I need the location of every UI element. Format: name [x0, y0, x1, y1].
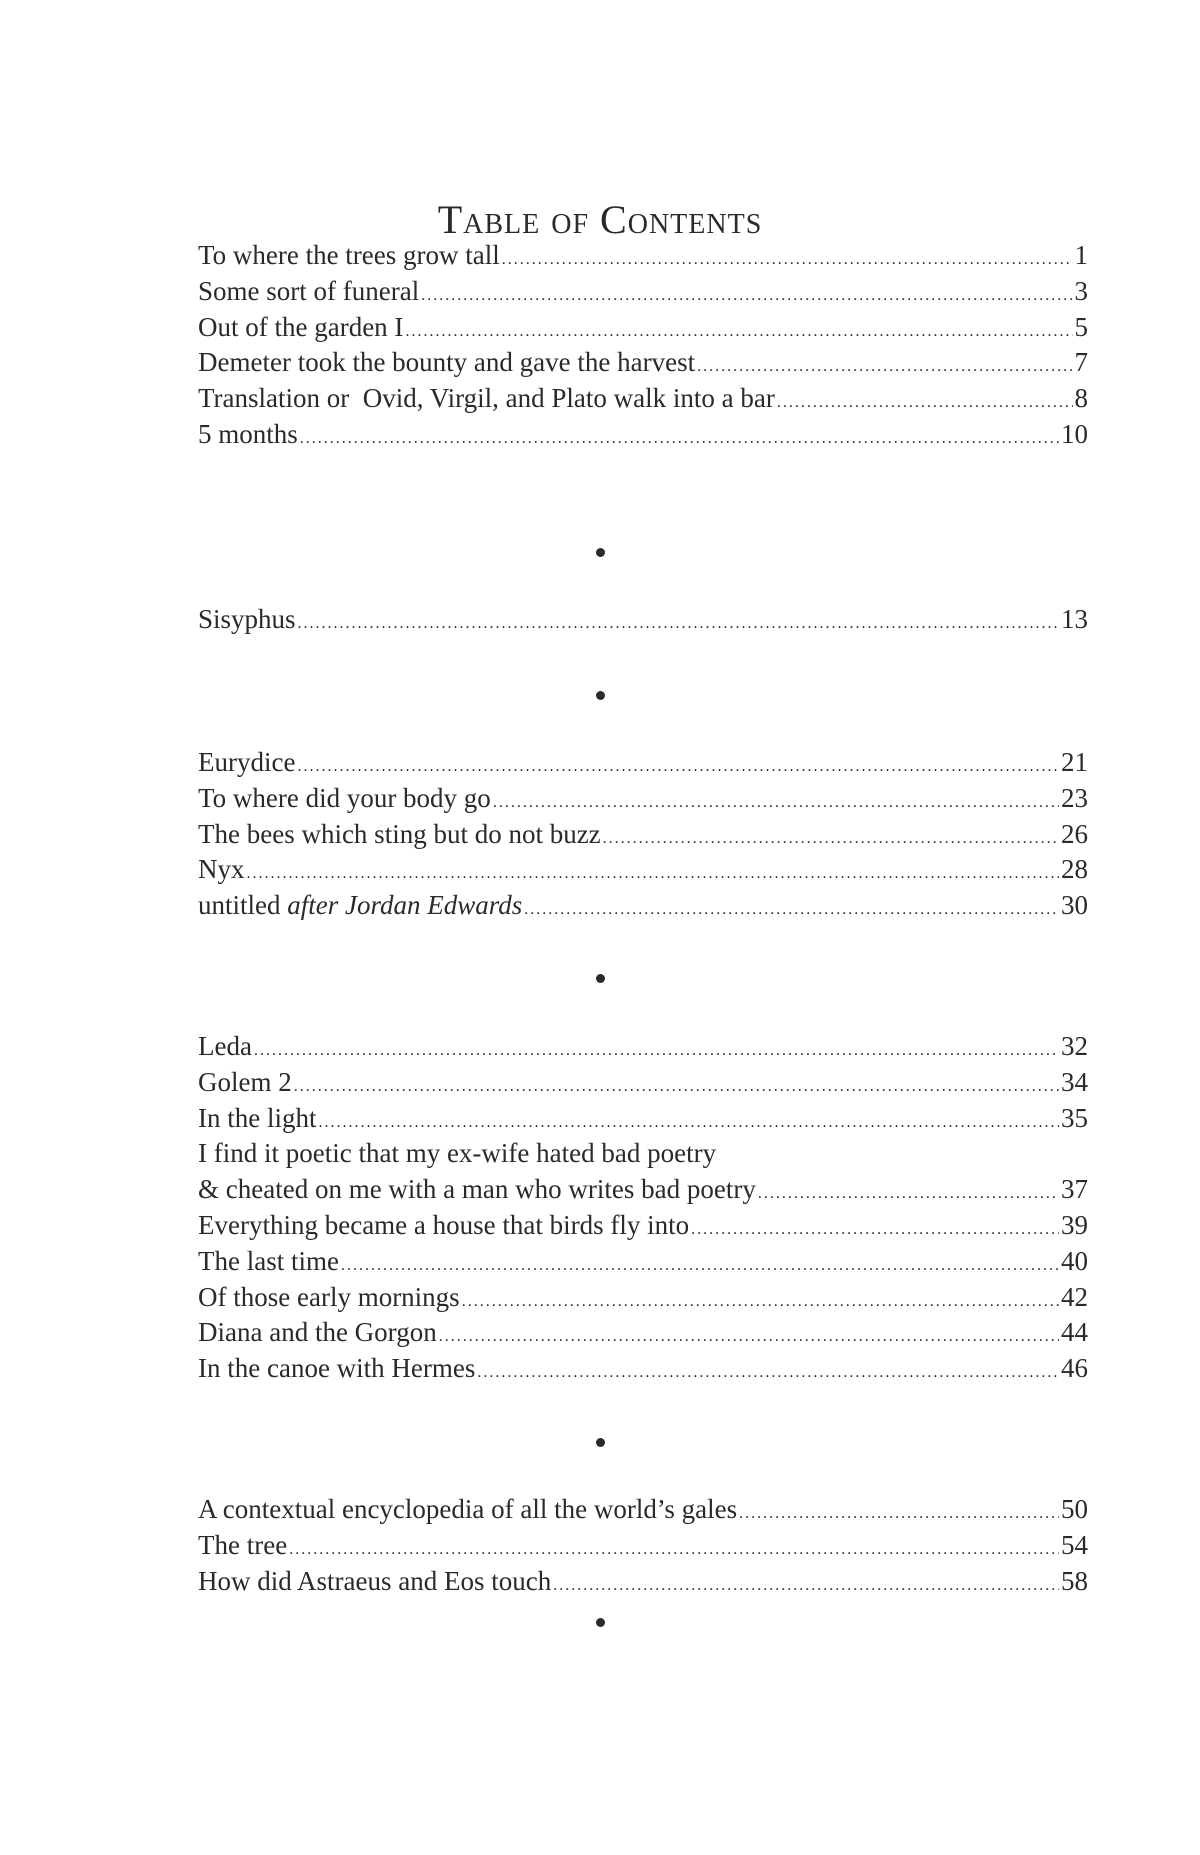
toc-section-3	[198, 745, 1088, 924]
entry-page: 40	[1061, 1245, 1088, 1276]
dot-leader	[254, 1033, 1059, 1069]
dot-leader	[697, 349, 1072, 385]
toc-entry	[198, 1208, 1088, 1244]
entry-page: 28	[1061, 854, 1088, 885]
toc-section-1	[198, 238, 1088, 453]
dot-leader	[493, 785, 1059, 821]
toc-entry	[198, 1101, 1088, 1137]
toc-section-5	[198, 1492, 1088, 1599]
dot-leader	[318, 1105, 1059, 1141]
entry-title: The last time	[198, 1245, 339, 1276]
toc-entry	[198, 1528, 1088, 1564]
section-divider-bullet	[0, 680, 1200, 706]
dot-leader	[294, 1069, 1059, 1105]
toc-entry	[198, 274, 1088, 310]
dot-leader	[247, 856, 1060, 892]
entry-page: 1	[1074, 240, 1088, 270]
entry-title: Golem 2	[198, 1066, 292, 1097]
entry-title: The bees which sting but do not buzz	[198, 818, 601, 849]
entry-page: 39	[1061, 1209, 1088, 1240]
toc-entry	[198, 781, 1088, 817]
entry-page: 42	[1061, 1281, 1088, 1312]
toc-entry	[198, 381, 1088, 417]
entry-title: Translation or Ovid, Virgil, and Plato walk into a bar	[198, 383, 775, 414]
dot-leader	[477, 1355, 1059, 1391]
entry-page: 50	[1061, 1494, 1088, 1524]
entry-page: 5	[1074, 311, 1088, 342]
toc-entry	[198, 345, 1088, 381]
entry-title: The tree	[198, 1529, 288, 1560]
toc-entry	[198, 852, 1088, 888]
dot-leader	[341, 1248, 1059, 1284]
entry-title: A contextual encyclopedia of all the world’s gales	[198, 1494, 738, 1524]
toc-entry	[198, 1492, 1088, 1528]
entry-title: Everything became a house that birds fly into	[198, 1209, 690, 1240]
toc-entry	[198, 417, 1088, 453]
entry-title: Of those early mornings	[198, 1281, 460, 1312]
toc-section-2	[198, 602, 1088, 638]
entry-title: Diana and the Gorgon	[198, 1317, 437, 1348]
toc-entry	[198, 1351, 1088, 1387]
entry-title: Eurydice	[198, 747, 296, 777]
toc-entry	[198, 310, 1088, 346]
toc-entry	[198, 1136, 1088, 1172]
page-title: Table of Contents	[437, 197, 763, 242]
section-divider-bullet	[0, 537, 1200, 563]
dot-leader	[739, 1496, 1059, 1532]
entry-title: Leda	[198, 1031, 252, 1061]
toc-section-4	[198, 1029, 1088, 1387]
entry-title: Out of the garden I	[198, 311, 404, 342]
dot-leader	[777, 385, 1073, 421]
toc-entry	[198, 238, 1088, 274]
dot-leader	[289, 1532, 1059, 1568]
dot-leader	[462, 1284, 1059, 1320]
entry-page: 37	[1061, 1174, 1088, 1205]
section-divider-bullet	[0, 1427, 1200, 1453]
section-divider-bullet	[0, 963, 1200, 989]
entry-page: 34	[1061, 1066, 1088, 1097]
toc-entry	[198, 1065, 1088, 1101]
entry-title	[198, 888, 522, 924]
entry-title: To where the trees grow tall	[198, 240, 500, 270]
entry-title: Some sort of funeral	[198, 275, 420, 306]
toc-entry	[198, 1315, 1088, 1351]
entry-title: & cheated on me with a man who writes bad poetry	[198, 1174, 756, 1205]
toc-entry	[198, 1029, 1088, 1065]
dot-leader	[300, 421, 1059, 457]
entry-page: 30	[1061, 890, 1088, 921]
entry-page: 46	[1061, 1353, 1088, 1384]
entry-page: 26	[1061, 818, 1088, 849]
entry-page: 8	[1074, 383, 1088, 414]
toc-entry	[198, 888, 1088, 924]
dot-leader	[553, 1568, 1059, 1604]
toc-entry	[198, 1172, 1088, 1208]
entry-page: 35	[1061, 1102, 1088, 1133]
toc-entry	[198, 1244, 1088, 1280]
entry-title: I find it poetic that my ex-wife hated bad poetry	[198, 1138, 717, 1169]
entry-page: 7	[1074, 347, 1088, 378]
entry-title: Nyx	[198, 854, 245, 885]
toc-entry	[198, 602, 1088, 638]
entry-title: To where did your body go	[198, 782, 491, 813]
dot-leader	[524, 892, 1059, 928]
entry-page: 58	[1061, 1565, 1088, 1596]
toc-entry	[198, 745, 1088, 781]
dot-leader	[297, 749, 1059, 785]
entry-page: 13	[1061, 604, 1088, 634]
dot-leader	[298, 606, 1059, 642]
entry-title-dedication: after Jordan Edwards	[287, 890, 523, 921]
entry-title: How did Astraeus and Eos touch	[198, 1565, 552, 1596]
entry-page: 10	[1061, 418, 1088, 449]
dot-leader	[421, 278, 1072, 314]
entry-title: Demeter took the bounty and gave the harvest	[198, 347, 696, 378]
entry-title: 5 months	[198, 418, 298, 449]
toc-entry	[198, 1564, 1088, 1600]
toc-entry	[198, 1280, 1088, 1316]
dot-leader	[439, 1319, 1059, 1355]
entry-title: Sisyphus	[198, 604, 296, 634]
entry-title: In the light	[198, 1102, 317, 1133]
dot-leader	[758, 1176, 1059, 1212]
section-divider-bullet	[0, 1607, 1200, 1633]
entry-page: 21	[1061, 747, 1088, 777]
entry-page: 32	[1061, 1031, 1088, 1061]
entry-page: 54	[1061, 1529, 1088, 1560]
entry-page: 44	[1061, 1317, 1088, 1348]
entry-title-main: untitled	[198, 890, 288, 921]
dot-leader	[691, 1212, 1059, 1248]
entry-page: 23	[1061, 782, 1088, 813]
dot-leader	[405, 314, 1072, 350]
dot-leader	[502, 242, 1073, 278]
entry-page: 3	[1074, 275, 1088, 306]
entry-title: In the canoe with Hermes	[198, 1353, 476, 1384]
toc-entry	[198, 817, 1088, 853]
dot-leader	[603, 821, 1059, 857]
